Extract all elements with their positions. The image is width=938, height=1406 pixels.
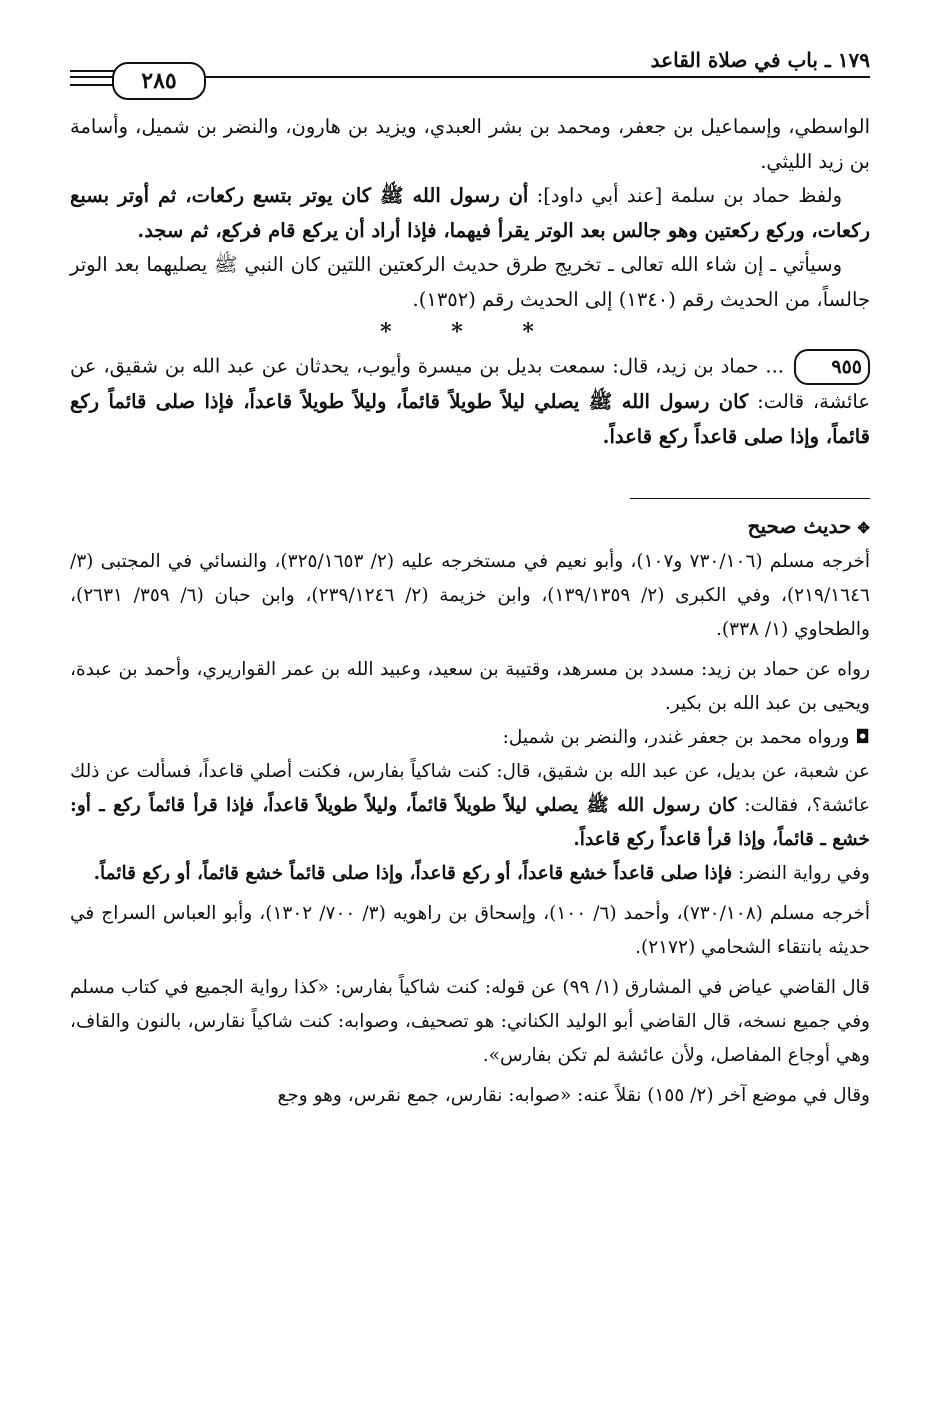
footnote-8: وقال في موضع آخر (٢/ ١٥٥) نقلاً عنه: «صوابه: نقارس، جمع نقرس، وهو وجع bbox=[277, 1085, 870, 1106]
footnote-5-lead: وفي رواية النضر: bbox=[732, 863, 870, 884]
footnote-5 bbox=[70, 857, 870, 891]
hadith-isnad: ... حماد بن زيد، قال: سمعت بديل بن ميسرة وأيوب، يحدثان عن عبد الله بن شقيق، عن عائشة، قالت: bbox=[70, 354, 870, 413]
hadith-number-badge: ٩٥٥ bbox=[794, 349, 870, 385]
footnote-4-quote: كان رسول الله ﷺ يصلي ليلاً طويلاً قائماً، وليلاً طويلاً قاعداً، فإذا قرأ قائماً ركع ـ أو: خشع ـ قائماً، وإذا قرأ قاعداً ركع قاعداً. bbox=[70, 795, 870, 850]
circle-bullet-icon: ◘ bbox=[849, 727, 870, 748]
book-page bbox=[70, 40, 870, 1396]
footnote-7: قال القاضي عياض في المشارق (١/ ٩٩) عن قوله: كنت شاكياً بفارس: «كذا رواية الجميع في كتاب مسلم وفي جميع نسخه، قال القاضي أبو الوليد الكناني: هو تصحيف، وصوابه: كنت شاكياً نقارس، بالنون والقاف، وهي أوجاع المفاصل، ولأن عائشة لم تكن بفارس». bbox=[70, 977, 870, 1066]
footnote-3-text: ورواه محمد بن جعفر غندر، والنضر بن شميل: bbox=[502, 727, 850, 748]
footnote-divider bbox=[630, 498, 870, 499]
page-header bbox=[70, 40, 870, 110]
hadith-grade bbox=[70, 509, 870, 545]
page-number-ornament bbox=[70, 70, 116, 86]
hadith-text bbox=[70, 349, 870, 454]
footnote-3 bbox=[70, 721, 870, 755]
footnote-2: رواه عن حماد بن زيد: مسدد بن مسرهد، وقتيبة بن سعيد، وعبيد الله بن عمر القواريري، وأحمد بن عبدة، ويحيى بن عبد الله بن بكير. bbox=[70, 659, 870, 714]
paragraph-2-quote: أن رسول الله ﷺ كان يوتر بتسع ركعات، ثم أوتر بسبع ركعات، وركع ركعتين وهو جالس بعد الوتر يقرأ فيهما، فإذا أراد أن يركع قام فركع، ثم سجد. bbox=[70, 184, 870, 242]
paragraph-2-lead: ولفظ حماد بن سلمة [عند أبي داود]: bbox=[528, 184, 842, 207]
page-number: ٢٨٥ bbox=[112, 62, 206, 100]
footnote-6: أخرجه مسلم (٧٣٠/١٠٨)، وأحمد (٦/ ١٠٠)، وإسحاق بن راهويه (٣/ ٧٠٠/ ١٣٠٢)، وأبو العباس السراج في حديثه بانتقاء الشحامي (٢١٧٢). bbox=[70, 903, 870, 958]
main-paragraph-1: الواسطي، وإسماعيل بن جعفر، ومحمد بن بشر العبدي، ويزيد بن هارون، والنضر بن شميل، وأسامة بن زيد الليثي. bbox=[70, 115, 870, 173]
lamp-icon: ✥ bbox=[857, 519, 870, 537]
grade-label: حديث صحيح bbox=[747, 514, 852, 538]
main-paragraph-2 bbox=[70, 179, 870, 248]
chapter-title: ١٧٩ ـ باب في صلاة القاعد bbox=[650, 48, 870, 72]
footnote-1: أخرجه مسلم (٧٣٠/١٠٦ و١٠٧)، وأبو نعيم في مستخرجه عليه (٢/ ٣٢٥/١٦٥٣)، والنسائي في المجتبى (٣/ ٢١٩/١٦٤٦)، وفي الكبرى (٢/ ١٣٩/١٣٥٩)، وابن خزيمة (٢/ ٢٣٩/١٢٤٦)، وابن حبان (٦/ ٣٥٩/ ٢٦٣١)، والطحاوي (١/ ٣٣٨). bbox=[70, 551, 870, 640]
section-separator: * * * bbox=[380, 319, 560, 345]
hadith-matn: كان رسول الله ﷺ يصلي ليلاً طويلاً قائماً، وليلاً طويلاً قاعداً، فإذا صلى قائماً ركع قائماً، وإذا صلى قاعداً ركع قاعداً. bbox=[70, 390, 870, 448]
footnote-4 bbox=[70, 755, 870, 857]
main-paragraph-3: وسيأتي ـ إن شاء الله تعالى ـ تخريج طرق حديث الركعتين اللتين كان النبي ﷺ يصليهما بعد الوتر جالساً، من الحديث رقم (١٣٤٠) إلى الحديث رقم (١٣٥٢). bbox=[70, 253, 870, 311]
footnote-4-lead: عن شعبة، عن بديل، عن عبد الله بن شقيق، قال: كنت شاكياً بفارس، فكنت أصلي قاعداً، فسألت عن ذلك عائشة؟، فقالت: bbox=[70, 761, 871, 816]
footnote-5-quote: فإذا صلى قاعداً خشع قاعداً، أو ركع قاعداً، وإذا صلى قائماً خشع قائماً، أو ركع قائماً. bbox=[93, 863, 733, 884]
